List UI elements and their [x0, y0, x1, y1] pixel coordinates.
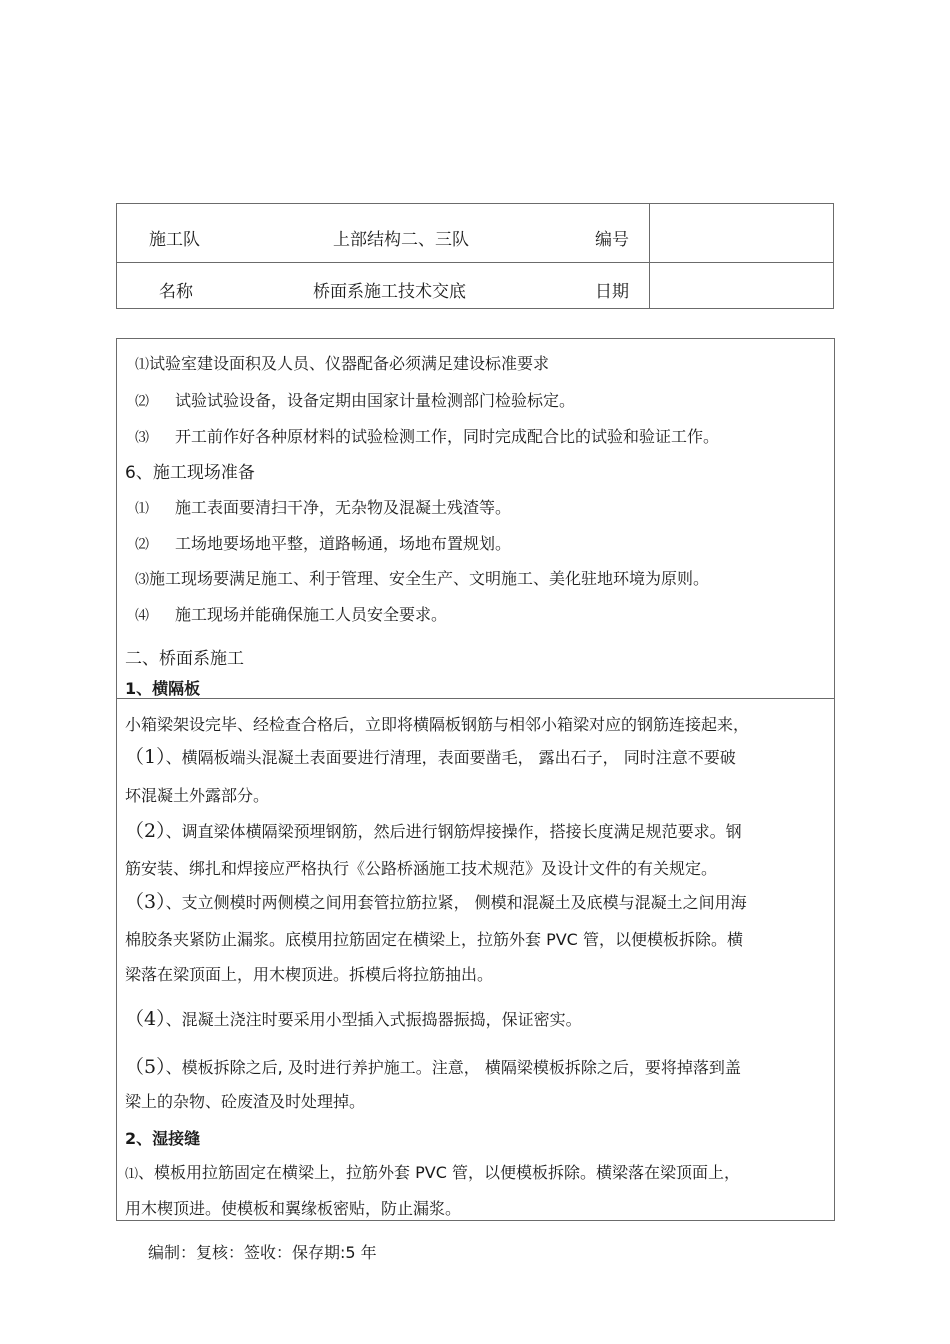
paragraph-text: 、支立侧模时两侧模之间用套管拉筋拉紧， 侧模和混凝土及底模与混凝土之间用海: [165, 893, 747, 912]
date-label: 日期: [595, 282, 629, 302]
team-value: 上部结构二、三队: [333, 230, 469, 250]
paragraph-line: [125, 1004, 582, 1031]
item-number: ⑴: [135, 501, 149, 517]
paragraph-line: 梁上的杂物、砼废渣及时处理掉。: [125, 1092, 366, 1111]
list-item: [135, 388, 575, 411]
subsection-heading: 2、湿接缝: [125, 1129, 201, 1148]
paragraph-line: 用木楔顶进。使模板和翼缘板密贴，防止漏浆。: [125, 1199, 462, 1218]
item-number: ⑶: [135, 572, 149, 588]
section-heading: 6、施工现场准备: [125, 463, 255, 483]
intro-text: 小箱梁架设完毕、经检查合格后，立即将横隔板钢筋与相邻小箱梁对应的钢筋连接起来，: [125, 715, 750, 734]
paragraph-number: （2）: [125, 820, 166, 842]
item-text: 施工表面要清扫干净，无杂物及混凝土残渣等。: [175, 498, 512, 517]
list-item: [135, 602, 447, 625]
item-text: 开工前作好各种原材料的试验检测工作，同时完成配合比的试验和验证工作。: [175, 427, 720, 446]
paragraph-line: 筋安装、绑扎和焊接应严格执行《公路桥涵施工技术规范》及设计文件的有关规定。: [125, 859, 718, 878]
list-item: [135, 351, 549, 374]
list-item: [135, 424, 719, 447]
header-row-team: [117, 204, 833, 263]
footer-signoff: 编制：复核：签收：保存期:5 年: [148, 1243, 377, 1262]
paragraph-line: [125, 887, 747, 914]
paragraph-number: ⑴: [125, 1167, 139, 1182]
name-label: 名称: [159, 282, 193, 302]
paragraph-line: 棉胶条夹紧防止漏浆。底模用拉筋固定在横梁上，拉筋外套 PVC 管，以便模板拆除。横: [125, 930, 743, 949]
paragraph-text: 、调直梁体横隔梁预埋钢筋，然后进行钢筋焊接操作，搭接长度满足规范要求。钢: [165, 822, 742, 841]
header-table: [116, 203, 834, 309]
paragraph-line: [125, 1160, 740, 1183]
paragraph-line: [125, 816, 742, 843]
item-number: ⑵: [135, 537, 149, 553]
list-item: [135, 495, 511, 518]
paragraph-number: （5）: [125, 1056, 166, 1078]
item-number: ⑶: [135, 430, 149, 446]
paragraph-text: 、模板拆除之后, 及时进行养护施工。注意， 横隔梁模板拆除之后，要将掉落到盖: [165, 1058, 741, 1077]
team-label: 施工队: [149, 230, 200, 250]
name-value: 桥面系施工技术交底: [313, 282, 466, 302]
list-item: [135, 531, 511, 554]
list-item: [135, 566, 709, 589]
item-text: 工场地要场地平整，道路畅通，场地布置规划。: [175, 534, 512, 553]
item-number: ⑴: [135, 357, 149, 373]
content-box-preparation: [116, 338, 835, 698]
subsection-heading: 1、横隔板: [125, 679, 201, 698]
item-text: 试验室建设面积及人员、仪器配备必须满足建设标准要求: [149, 354, 550, 373]
item-text: 试验试验设备，设备定期由国家计量检测部门检验标定。: [175, 391, 576, 410]
paragraph-line: [125, 1052, 741, 1079]
paragraph-text: 、横隔板端头混凝土表面要进行清理，表面要凿毛， 露出石子， 同时注意不要破: [165, 748, 736, 767]
paragraph-line: 梁落在梁顶面上，用木楔顶进。拆模后将拉筋抽出。: [125, 965, 494, 984]
paragraph-line: [125, 742, 736, 769]
content-box-construction: [116, 698, 835, 1221]
header-row-name: [117, 262, 833, 309]
paragraph-text: 、混凝土浇注时要采用小型插入式振捣器振捣，保证密实。: [165, 1010, 582, 1029]
part-heading: 二、桥面系施工: [125, 649, 244, 669]
paragraph-number: （1）: [125, 746, 166, 768]
item-number: ⑵: [135, 394, 149, 410]
paragraph-number: （3）: [125, 891, 166, 913]
item-text: 施工现场并能确保施工人员安全要求。: [175, 605, 448, 624]
item-number: ⑷: [135, 608, 149, 624]
paragraph-number: （4）: [125, 1008, 166, 1030]
item-text: 施工现场要满足施工、利于管理、安全生产、文明施工、美化驻地环境为原则。: [149, 569, 710, 588]
paragraph-line: 坏混凝土外露部分。: [125, 786, 270, 805]
paragraph-text: 、模板用拉筋固定在横梁上，拉筋外套 PVC 管，以便模板拆除。横梁落在梁顶面上，: [138, 1163, 740, 1182]
number-label: 编号: [595, 230, 629, 250]
